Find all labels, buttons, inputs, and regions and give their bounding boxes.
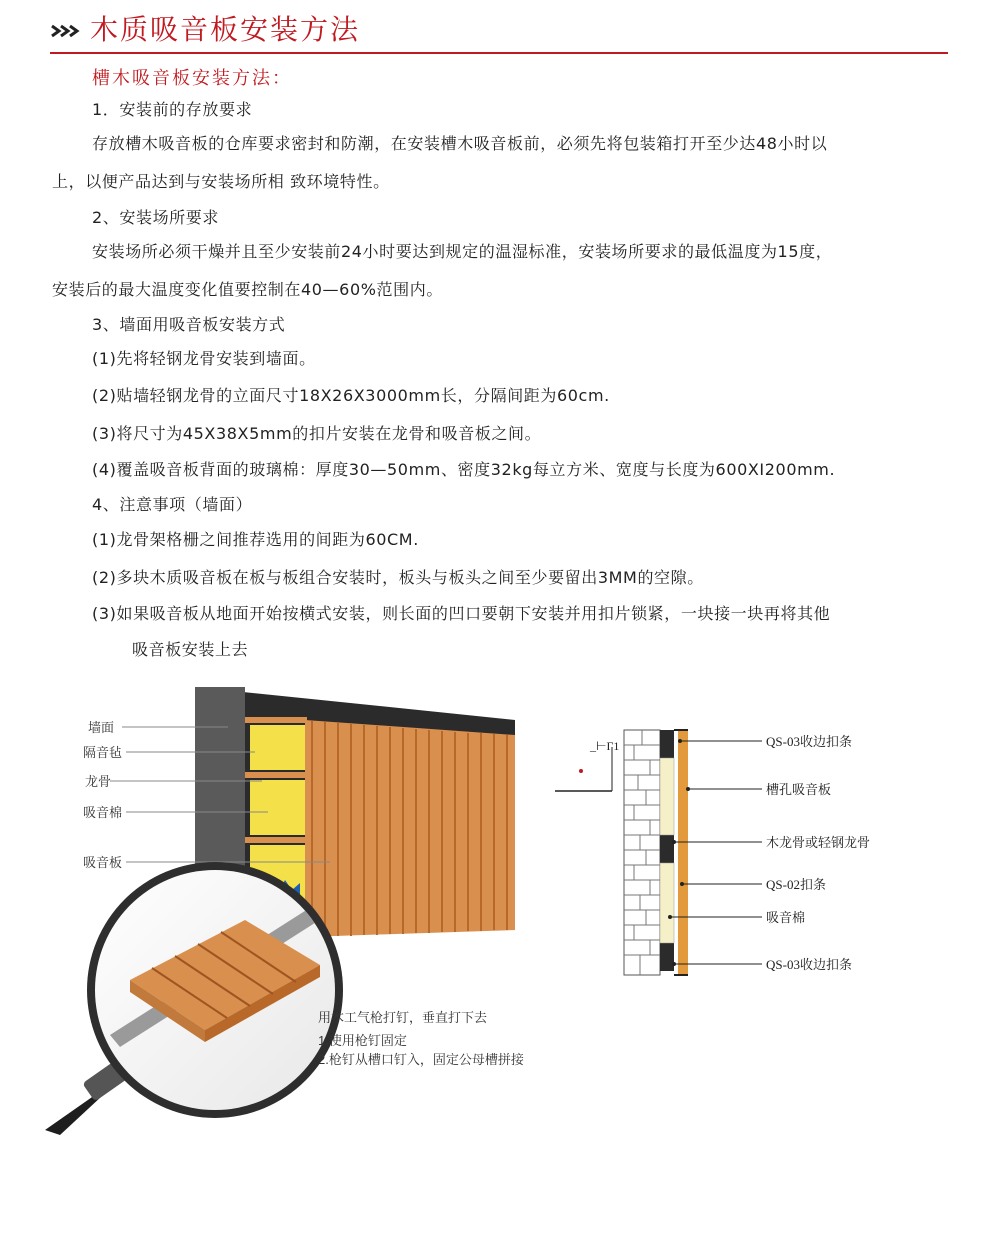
note-nail-gun: 用木工气枪打钉，垂直打下去 <box>318 1010 488 1025</box>
installation-figure <box>0 675 1000 1155</box>
section-3-item: (2)贴墙轻钢龙骨的立面尺寸18X26X3000mm长，分隔间距为60cm. <box>92 386 610 405</box>
label-acoustic-panel: 吸音板 <box>83 855 123 870</box>
double-chevron-icon <box>50 24 80 38</box>
section-4-item: (2)多块木质吸音板在板与板组合安装时，板头与板头之间至少要留出3MM的空隙。 <box>92 568 704 587</box>
section-2-line-2: 安装后的最大温度变化值要控制在40—60%范围内。 <box>52 280 443 299</box>
label-sound-felt: 隔音毡 <box>83 745 123 760</box>
section-3-item: (1)先将轻钢龙骨安装到墙面。 <box>92 349 316 368</box>
slatted-wood-panel <box>305 720 515 937</box>
section-4-heading: 4、注意事项（墙面） <box>92 495 253 514</box>
section-4-item: (1)龙骨架格栅之间推荐选用的间距为60CM. <box>92 530 419 549</box>
label-joist: 龙骨 <box>85 774 112 789</box>
page-title: 木质吸音板安装方法 <box>90 13 361 46</box>
note-2: 2.枪钉从槽口钉入，固定公母槽拼接 <box>318 1052 524 1067</box>
label-qs03-trim-bottom: QS-03收边扣条 <box>766 957 852 972</box>
section-4-continuation: 吸音板安装上去 <box>132 640 249 659</box>
label-absorption-cotton-right: 吸音棉 <box>766 910 806 925</box>
section-subtitle: 槽木吸音板安装方法： <box>92 68 292 89</box>
section-3-item: (4)覆盖吸音板背面的玻璃棉：厚度30—50mm、密度32kg每立方米、宽度与长度为600XI200mm. <box>92 460 836 479</box>
section-2-heading: 2、安装场所要求 <box>92 208 219 227</box>
svg-text:_⊢Γ1: _⊢Γ1 <box>590 739 620 753</box>
label-absorption-cotton: 吸音棉 <box>83 805 123 820</box>
section-3-item: (3)将尺寸为45X38X5mm的扣片安装在龙骨和吸音板之间。 <box>92 424 542 443</box>
page-header <box>50 10 948 54</box>
section-3-heading: 3、墙面用吸音板安装方式 <box>92 315 286 334</box>
section-1-line-2: 上，以便产品达到与安装场所相 致环境特性。 <box>52 172 390 191</box>
label-qs03-trim-top: QS-03收边扣条 <box>766 734 852 749</box>
note-1: 1.使用枪钉固定 <box>318 1033 407 1048</box>
label-slotted-panel: 槽孔吸音板 <box>766 782 832 797</box>
magnifier-detail <box>45 862 343 1135</box>
section-2-line-1: 安装场所必须干燥并且至少安装前24小时要达到规定的温湿标准，安装场所要求的最低温度为15度， <box>92 242 833 261</box>
label-qs02-clip: QS-02扣条 <box>766 877 826 892</box>
label-wood-or-steel-joist: 木龙骨或轻钢龙骨 <box>766 835 871 850</box>
install-notes <box>318 1010 524 1068</box>
section-1-line-1: 存放槽木吸音板的仓库要求密封和防潮，在安装槽木吸音板前，必须先将包装箱打开至少达48小时以 <box>92 134 828 153</box>
label-wall: 墙面 <box>88 720 115 735</box>
section-diagram <box>555 730 870 975</box>
section-4-item: (3)如果吸音板从地面开始按横式安装，则长面的凹口要朝下安装并用扣片锁紧，一块接一块再将其他 <box>92 604 831 623</box>
section-1-heading: 1．安装前的存放要求 <box>92 100 253 119</box>
